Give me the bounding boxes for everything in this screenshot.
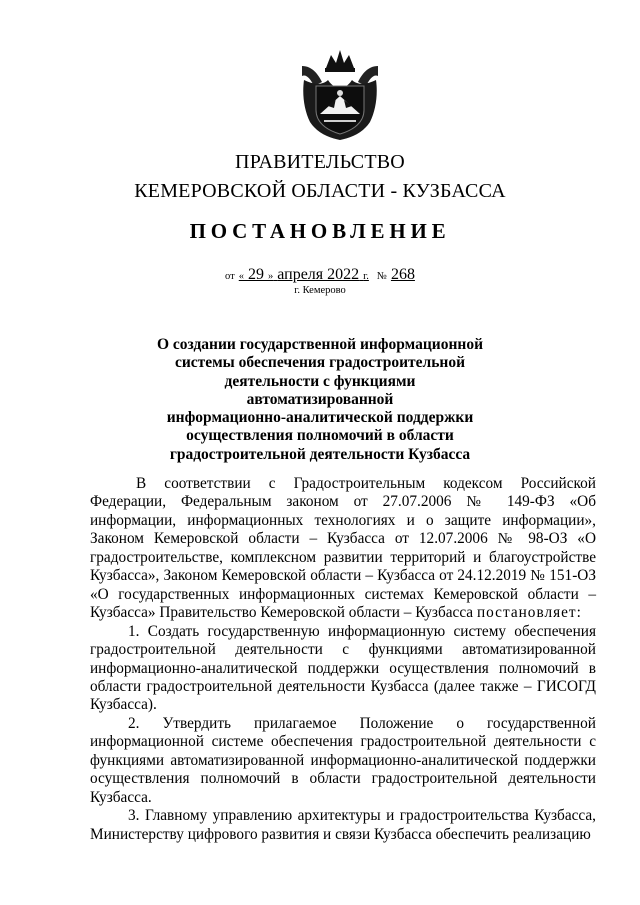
title-line: осуществления полномочий в области bbox=[186, 427, 454, 445]
date-month-year: апреля 2022 bbox=[277, 266, 360, 283]
coat-of-arms-emblem bbox=[298, 46, 382, 142]
title-line: О создании государственной информационной bbox=[156, 336, 484, 353]
preamble-text: В соответствии с Градостроительным кодексом Российской Федерации, Федеральным законом от 27.07.2006 № 149-ФЗ «Об информации, информационных технологиях и о защите информации», Законом Кемеровской области – Кузбасса от 12.07.2006 № 98-ОЗ «О градостроительстве, комплексном развитии территорий и благоустройстве Кузбасса», Законом Кемеровской области – Кузбасса от 24.12.2019 № 151-ОЗ «О государственных информационных системах Кемеровской области – Кузбасса» Правительство Кемеровской области – Кузбасса bbox=[90, 475, 596, 622]
title-line: системы обеспечения градостроительной bbox=[174, 354, 466, 372]
document-city: г. Кемерово bbox=[294, 285, 346, 296]
date-prefix: от bbox=[225, 271, 235, 282]
resolve-keyword: постановляет: bbox=[476, 604, 582, 622]
government-name-line-1: ПРАВИТЕЛЬСТВО bbox=[235, 151, 405, 173]
date-open-quote: « bbox=[238, 271, 244, 282]
government-name-line-2: КЕМЕРОВСКОЙ ОБЛАСТИ - КУЗБАССА bbox=[134, 180, 506, 202]
title-line: градостроительной деятельности Кузбасса bbox=[169, 445, 471, 463]
title-line: информационно-аналитической поддержки bbox=[166, 409, 474, 427]
clause-3-paragraph: 3. Главному управлению архитектуры и градостроительства Кузбасса, Министерству цифрового развития и связи Кузбасса обеспечить реализацию bbox=[90, 807, 596, 843]
document-body bbox=[90, 475, 596, 844]
document-title bbox=[150, 336, 490, 464]
date-day: 29 bbox=[248, 266, 264, 283]
date-close-quote: » bbox=[268, 271, 274, 282]
document-number: 268 bbox=[390, 266, 415, 283]
date-year-suffix: г. bbox=[363, 271, 369, 282]
document-type-heading: ПОСТАНОВЛЕНИЕ bbox=[189, 219, 451, 243]
clause-1-paragraph: 1. Создать государственную информационную систему обеспечения градостроительной деятельности с функциями автоматизированной информационно-аналитической поддержки осуществления полномочий в области градостроительной деятельности Кузбасса (далее также – ГИСОГД Кузбасса). bbox=[90, 622, 596, 714]
number-sign: № bbox=[376, 271, 387, 282]
title-line: деятельности с функциями автоматизированной bbox=[224, 372, 416, 408]
preamble-paragraph bbox=[90, 475, 596, 623]
document-date-line bbox=[0, 266, 640, 284]
clause-2-paragraph: 2. Утвердить прилагаемое Положение о государственной информационной системе обеспечения градостроительной деятельности с функциями автоматизированной информационно-аналитической поддержки осуществления полномочий в области градостроительной деятельности Кузбасса. bbox=[90, 714, 596, 806]
